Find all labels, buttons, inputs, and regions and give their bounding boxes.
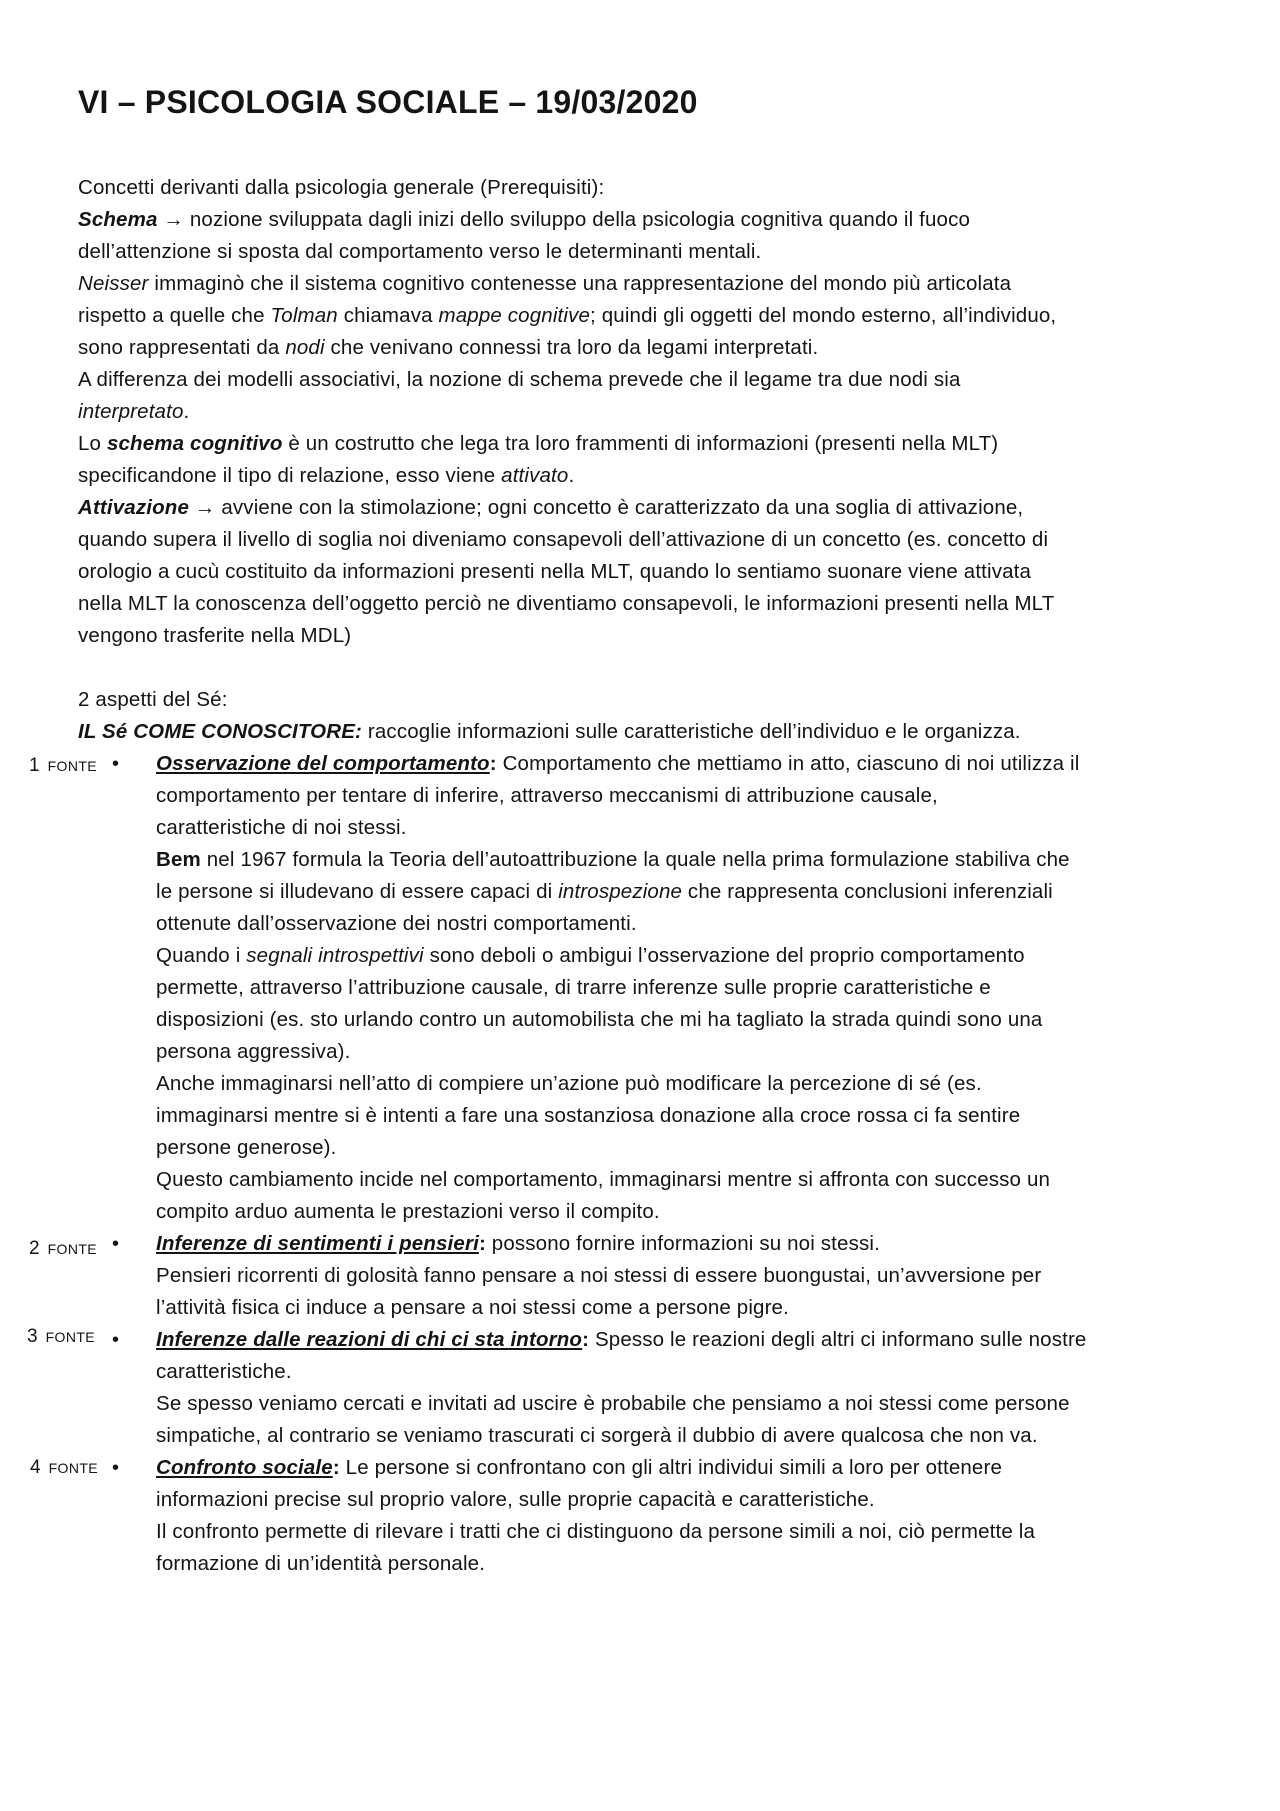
text-segment: A differenza dei modelli associativi, la nozione di schema prevede che il legame tra due nodi sia: [78, 368, 961, 391]
text-segment: Anche immaginarsi nell’atto di compiere un’azione può modificare la percezione di sé (es.: [156, 1072, 982, 1095]
text-line: [156, 1517, 1035, 1547]
fonte-label-4: [30, 1456, 98, 1481]
fonte-label-3: [27, 1325, 95, 1350]
term-schema-cognitivo: schema cognitivo: [106, 432, 283, 455]
text-segment: le persone si illudevano di essere capaci di: [156, 880, 559, 903]
text-line: [78, 589, 1054, 619]
text-segment: .: [183, 400, 190, 423]
text-line: [78, 525, 1048, 555]
text-line: [78, 301, 1056, 331]
colon: :: [478, 1232, 486, 1255]
term-inferenze-sentimenti: Inferenze di sentimenti i pensieri: [156, 1232, 479, 1255]
intro-schema-line: [78, 205, 970, 235]
term-nodi: nodi: [285, 336, 325, 359]
fonte-label-2: [29, 1237, 97, 1262]
text-segment: comportamento per tentare di inferire, attraverso meccanismi di attribuzione causale,: [156, 784, 938, 807]
text-line: [156, 1165, 1050, 1195]
text-line: [78, 333, 818, 363]
text-line: [156, 1197, 660, 1227]
text-segment: immaginò che il sistema cognitivo contenesse una rappresentazione del mondo più articolata: [148, 272, 1012, 295]
text-segment: vengono trasferite nella MDL): [78, 624, 352, 647]
text-segment: dell’attenzione si sposta dal comportamento verso le determinanti mentali.: [78, 240, 762, 263]
text-line: [156, 813, 407, 843]
text-line: [156, 1421, 1038, 1451]
name-bem: Bem: [156, 848, 201, 871]
text-line: [156, 1293, 789, 1323]
text-segment: Il confronto permette di rilevare i tratti che ci distinguono da persone simili a noi, ciò permette la: [156, 1520, 1036, 1543]
fonte-number: 4: [30, 1457, 41, 1478]
text-segment: Pensieri ricorrenti di golosità fanno pensare a noi stessi di essere buongustai, un’avversione per: [156, 1264, 1042, 1287]
text-line: [156, 877, 1053, 907]
text-segment: compito arduo aumenta le prestazioni verso il compito.: [156, 1200, 660, 1223]
term-attivazione: Attivazione: [78, 496, 189, 519]
text-line: [156, 845, 1070, 875]
text-line: [78, 461, 574, 491]
bullet-1: •: [112, 753, 120, 775]
page-title: VI – PSICOLOGIA SOCIALE – 19/03/2020: [78, 84, 698, 120]
text-segment: sono deboli o ambigui l’osservazione del proprio comportamento: [423, 944, 1025, 967]
text-segment: persona aggressiva).: [156, 1040, 351, 1063]
text-segment: Spesso le reazioni degli altri ci informano sulle nostre: [589, 1328, 1087, 1351]
text-segment: formazione di un’identità personale.: [156, 1552, 486, 1575]
text-segment: Le persone si confrontano con gli altri individui simili a loro per ottenere: [339, 1456, 1003, 1479]
text-line: [156, 909, 637, 939]
text-segment: 2 aspetti del Sé:: [78, 688, 228, 711]
fonte-word: FONTE: [45, 1329, 96, 1345]
text-line: [78, 557, 1031, 587]
text-segment: possono fornire informazioni su noi stessi.: [485, 1232, 880, 1255]
intro-prerequisites-line: [78, 173, 604, 203]
text-segment: .: [568, 464, 575, 487]
text-segment: immaginarsi mentre si è intenti a fare una sostanziosa donazione alla croce rossa ci fa sentire: [156, 1104, 1021, 1127]
text-line: [156, 1357, 292, 1387]
intro-attivazione-line: [78, 493, 1023, 523]
text-segment: rispetto a quelle che: [78, 304, 271, 327]
text-segment: l’attività fisica ci induce a pensare a noi stessi come a persone pigre.: [156, 1296, 789, 1319]
term-osservazione-comportamento: Osservazione del comportamento: [156, 752, 490, 775]
item4-line: [156, 1453, 1002, 1483]
text-line: [156, 1005, 1042, 1035]
text-segment: specificandone il tipo di relazione, esso viene: [78, 464, 502, 487]
text-line: [156, 1101, 1020, 1131]
text-segment: Questo cambiamento incide nel comportamento, immaginarsi mentre si affronta con successo un: [156, 1168, 1051, 1191]
text-segment: permette, attraverso l’attribuzione causale, di trarre inferenze sulle proprie caratteristiche e: [156, 976, 991, 999]
text-line: [78, 365, 961, 395]
text-line: [78, 269, 1011, 299]
text-segment: caratteristiche di noi stessi.: [156, 816, 407, 839]
term-se-conoscitore: IL Sé COME CONOSCITORE:: [78, 720, 363, 743]
text-segment: nella MLT la conoscenza dell’oggetto perciò ne diventiamo consapevoli, le informazioni presenti nella MLT: [78, 592, 1055, 615]
fonte-number: 1: [29, 755, 40, 776]
bullet-3: •: [112, 1329, 120, 1351]
text-line: [78, 621, 351, 651]
term-mappe-cognitive: mappe cognitive: [438, 304, 591, 327]
text-line: [156, 1133, 336, 1163]
text-segment: Comportamento che mettiamo in atto, ciascuno di noi utilizza il: [496, 752, 1080, 775]
self-heading: [78, 685, 228, 715]
text-line: [156, 1549, 485, 1579]
fonte-word: FONTE: [48, 1460, 99, 1476]
text-line: [78, 397, 189, 427]
text-line: [156, 973, 991, 1003]
term-introspezione: introspezione: [558, 880, 683, 903]
name-neisser: Neisser: [78, 272, 149, 295]
fonte-word: FONTE: [47, 758, 98, 774]
text-segment: → avviene con la stimolazione; ogni concetto è caratterizzato da una soglia di attivazione,: [189, 496, 1024, 519]
text-segment: nel 1967 formula la Teoria dell’autoattribuzione la quale nella prima formulazione stabiliva che: [200, 848, 1070, 871]
text-segment: → nozione sviluppata dagli inizi dello sviluppo della psicologia cognitiva quando il fuoco: [157, 208, 971, 231]
text-segment: orologio a cucù costituito da informazioni presenti nella MLT, quando lo sentiamo suonare viene attivata: [78, 560, 1032, 583]
fonte-word: FONTE: [47, 1241, 98, 1257]
text-segment: simpatiche, al contrario se veniamo trascurati ci sorgerà il dubbio di avere qualcosa che non va.: [156, 1424, 1038, 1447]
item3-line: [156, 1325, 1086, 1355]
term-interpretato: interpretato: [78, 400, 184, 423]
text-segment: è un costrutto che lega tra loro frammenti di informazioni (presenti nella MLT): [282, 432, 999, 455]
term-confronto-sociale: Confronto sociale: [156, 1456, 333, 1479]
bullet-4: •: [112, 1457, 120, 1479]
text-line: [156, 1069, 982, 1099]
item1-line: [156, 749, 1079, 779]
text-segment: che venivano connessi tra loro da legami interpretati.: [324, 336, 819, 359]
item2-line: [156, 1229, 880, 1259]
self-conoscitore-line: [78, 717, 1021, 747]
term-schema: Schema: [78, 208, 158, 231]
text-segment: persone generose).: [156, 1136, 337, 1159]
text-segment: sono rappresentati da: [78, 336, 286, 359]
colon: :: [582, 1328, 590, 1351]
text-segment: Quando i: [156, 944, 247, 967]
text-segment: disposizioni (es. sto urlando contro un automobilista che mi ha tagliato la strada quindi sono una: [156, 1008, 1043, 1031]
text-line: [156, 1261, 1041, 1291]
text-segment: ; quindi gli oggetti del mondo esterno, all’individuo,: [590, 304, 1057, 327]
text-segment: Concetti derivanti dalla psicologia generale (Prerequisiti):: [78, 176, 605, 199]
bullet-2: •: [112, 1233, 120, 1255]
text-line: [78, 237, 761, 267]
text-segment: Lo: [78, 432, 107, 455]
text-line: [156, 1389, 1070, 1419]
fonte-label-1: [29, 754, 97, 779]
text-line: [78, 429, 998, 459]
fonte-number: 3: [27, 1326, 38, 1347]
text-segment: che rappresenta conclusioni inferenziali: [682, 880, 1053, 903]
term-inferenze-reazioni: Inferenze dalle reazioni di chi ci sta intorno: [156, 1328, 583, 1351]
text-segment: Se spesso veniamo cercati e invitati ad uscire è probabile che pensiamo a noi stessi come persone: [156, 1392, 1070, 1415]
text-line: [156, 1037, 350, 1067]
text-segment: raccoglie informazioni sulle caratteristiche dell’individuo e le organizza.: [362, 720, 1021, 743]
term-segnali-introspettivi: segnali introspettivi: [246, 944, 424, 967]
text-segment: informazioni precise sul proprio valore, sulle proprie capacità e caratteristiche.: [156, 1488, 875, 1511]
text-segment: chiamava: [337, 304, 439, 327]
text-segment: ottenute dall’osservazione dei nostri comportamenti.: [156, 912, 637, 935]
colon: :: [489, 752, 497, 775]
colon: :: [332, 1456, 340, 1479]
text-line: [156, 1485, 875, 1515]
text-segment: caratteristiche.: [156, 1360, 292, 1383]
fonte-number: 2: [29, 1238, 40, 1259]
text-line: [156, 941, 1025, 971]
text-segment: quando supera il livello di soglia noi diveniamo consapevoli dell’attivazione di un concetto (es. concetto di: [78, 528, 1049, 551]
term-attivato: attivato: [501, 464, 569, 487]
text-line: [156, 781, 938, 811]
name-tolman: Tolman: [270, 304, 338, 327]
